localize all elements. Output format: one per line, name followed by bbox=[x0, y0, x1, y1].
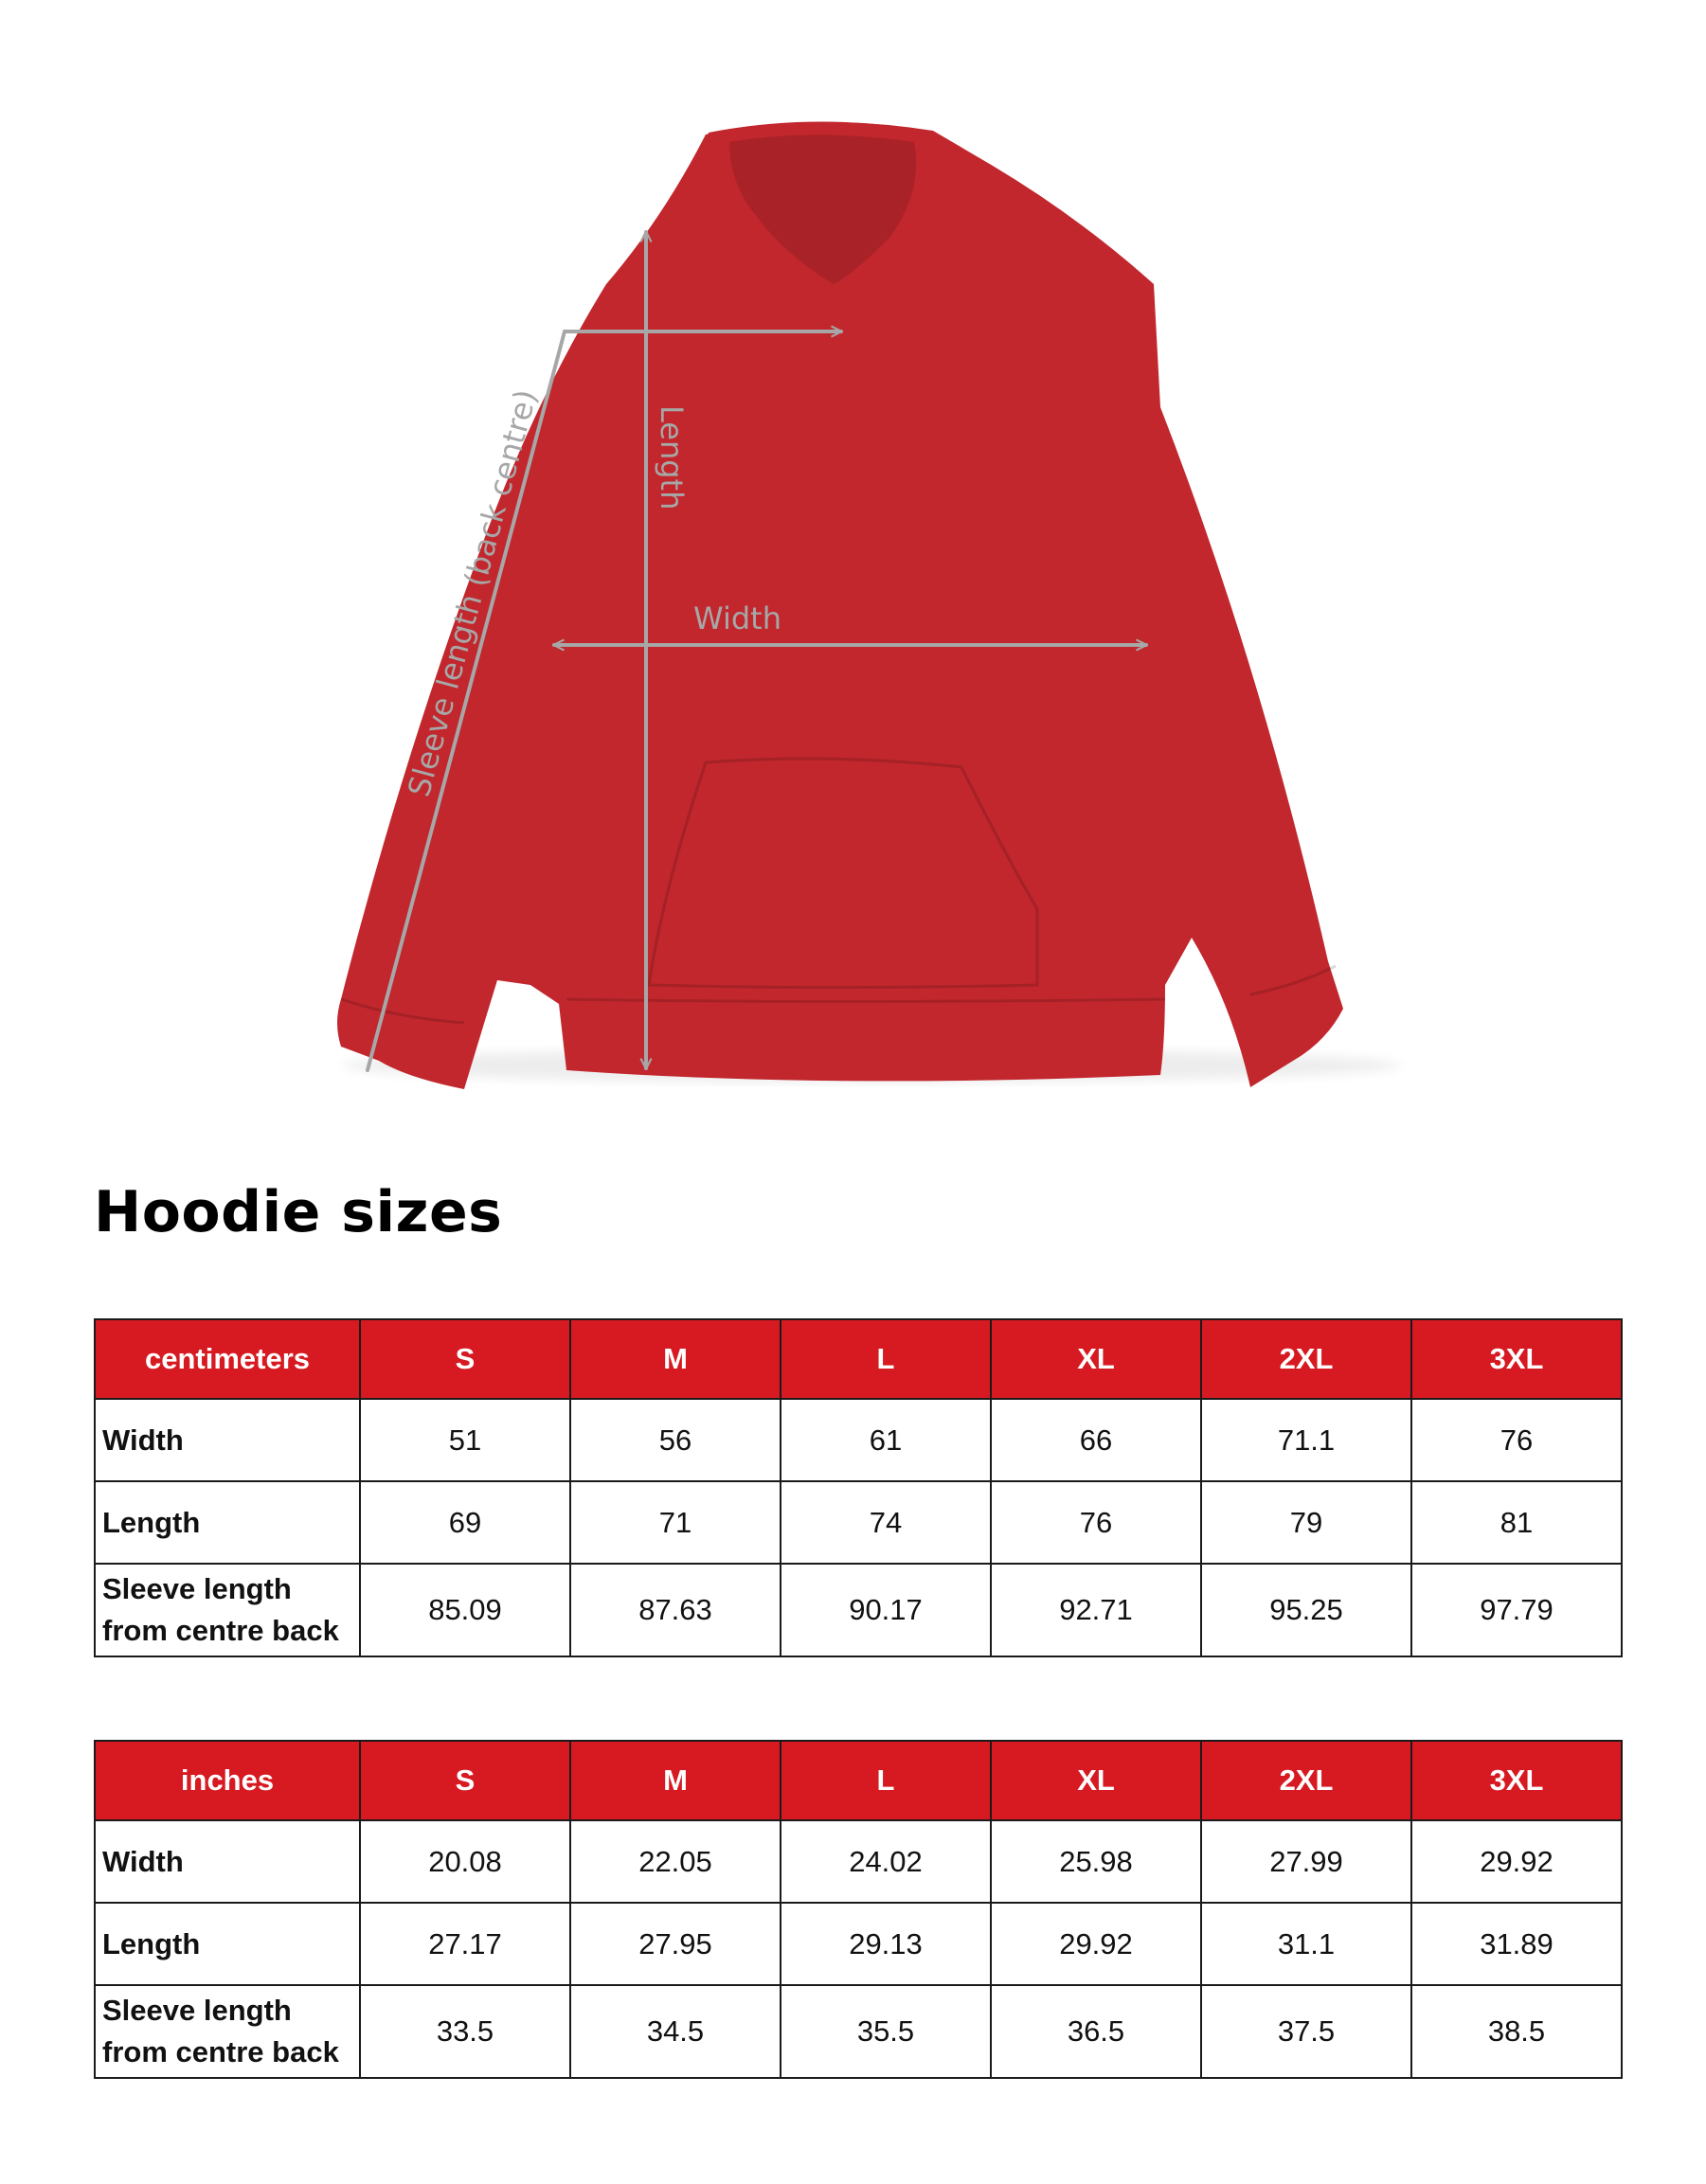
row-label-line: Sleeve length bbox=[102, 1994, 292, 2027]
size-header: 2XL bbox=[1201, 1741, 1411, 1820]
size-header: L bbox=[781, 1319, 991, 1399]
table-cell: 31.89 bbox=[1411, 1903, 1622, 1985]
table-cell: 35.5 bbox=[781, 1985, 991, 2078]
table-cell: 20.08 bbox=[360, 1820, 570, 1903]
row-label-line: from centre back bbox=[102, 2035, 339, 2068]
table-row-length bbox=[95, 1903, 1622, 1985]
size-header: M bbox=[570, 1741, 781, 1820]
table-cell: 90.17 bbox=[781, 1564, 991, 1656]
table-cell: 71.1 bbox=[1201, 1399, 1411, 1481]
table-cell: 69 bbox=[360, 1481, 570, 1564]
unit-header: inches bbox=[95, 1741, 360, 1820]
table-cell: 85.09 bbox=[360, 1564, 570, 1656]
table-cell: 36.5 bbox=[991, 1985, 1201, 2078]
table-cell: 61 bbox=[781, 1399, 991, 1481]
size-header: XL bbox=[991, 1319, 1201, 1399]
width-label: Width bbox=[693, 600, 781, 636]
size-header: 2XL bbox=[1201, 1319, 1411, 1399]
table-cell: 74 bbox=[781, 1481, 991, 1564]
table-row-sleeve bbox=[95, 1564, 1622, 1656]
size-table-inches bbox=[94, 1740, 1623, 2079]
table-cell: 71 bbox=[570, 1481, 781, 1564]
row-label-line: from centre back bbox=[102, 1614, 339, 1647]
table-cell: 95.25 bbox=[1201, 1564, 1411, 1656]
table-cell: 92.71 bbox=[991, 1564, 1201, 1656]
sleeve-label: Sleeve length (back centre) bbox=[401, 385, 545, 801]
table-cell: 38.5 bbox=[1411, 1985, 1622, 2078]
row-label bbox=[95, 1564, 360, 1656]
length-label: Length bbox=[654, 405, 690, 510]
row-label bbox=[95, 1985, 360, 2078]
size-header: S bbox=[360, 1319, 570, 1399]
table-header-row bbox=[95, 1741, 1622, 1820]
row-label-line: Sleeve length bbox=[102, 1572, 292, 1605]
row-label: Length bbox=[95, 1903, 360, 1985]
table-cell: 24.02 bbox=[781, 1820, 991, 1903]
table-cell: 27.17 bbox=[360, 1903, 570, 1985]
size-header: 3XL bbox=[1411, 1741, 1622, 1820]
hoodie-shape bbox=[337, 121, 1343, 1089]
table-cell: 76 bbox=[991, 1481, 1201, 1564]
table-cell: 51 bbox=[360, 1399, 570, 1481]
table-cell: 25.98 bbox=[991, 1820, 1201, 1903]
table-cell: 27.99 bbox=[1201, 1820, 1411, 1903]
row-label: Length bbox=[95, 1481, 360, 1564]
table-cell: 81 bbox=[1411, 1481, 1622, 1564]
table-cell: 29.92 bbox=[991, 1903, 1201, 1985]
table-cell: 76 bbox=[1411, 1399, 1622, 1481]
table-cell: 87.63 bbox=[570, 1564, 781, 1656]
page-title: Hoodie sizes bbox=[94, 1179, 503, 1245]
unit-header: centimeters bbox=[95, 1319, 360, 1399]
table-cell: 22.05 bbox=[570, 1820, 781, 1903]
table-cell: 66 bbox=[991, 1399, 1201, 1481]
table-cell: 97.79 bbox=[1411, 1564, 1622, 1656]
table-row-length bbox=[95, 1481, 1622, 1564]
size-header: 3XL bbox=[1411, 1319, 1622, 1399]
table-cell: 34.5 bbox=[570, 1985, 781, 2078]
size-table-centimeters bbox=[94, 1318, 1623, 1657]
table-row-width bbox=[95, 1820, 1622, 1903]
table-cell: 31.1 bbox=[1201, 1903, 1411, 1985]
row-label: Width bbox=[95, 1820, 360, 1903]
table-cell: 37.5 bbox=[1201, 1985, 1411, 2078]
table-cell: 29.92 bbox=[1411, 1820, 1622, 1903]
table-row-sleeve bbox=[95, 1985, 1622, 2078]
table-cell: 27.95 bbox=[570, 1903, 781, 1985]
size-header: M bbox=[570, 1319, 781, 1399]
size-header: S bbox=[360, 1741, 570, 1820]
table-row-width bbox=[95, 1399, 1622, 1481]
row-label: Width bbox=[95, 1399, 360, 1481]
table-cell: 56 bbox=[570, 1399, 781, 1481]
size-header: L bbox=[781, 1741, 991, 1820]
size-header: XL bbox=[991, 1741, 1201, 1820]
table-cell: 79 bbox=[1201, 1481, 1411, 1564]
table-cell: 33.5 bbox=[360, 1985, 570, 2078]
table-cell: 29.13 bbox=[781, 1903, 991, 1985]
table-header-row bbox=[95, 1319, 1622, 1399]
